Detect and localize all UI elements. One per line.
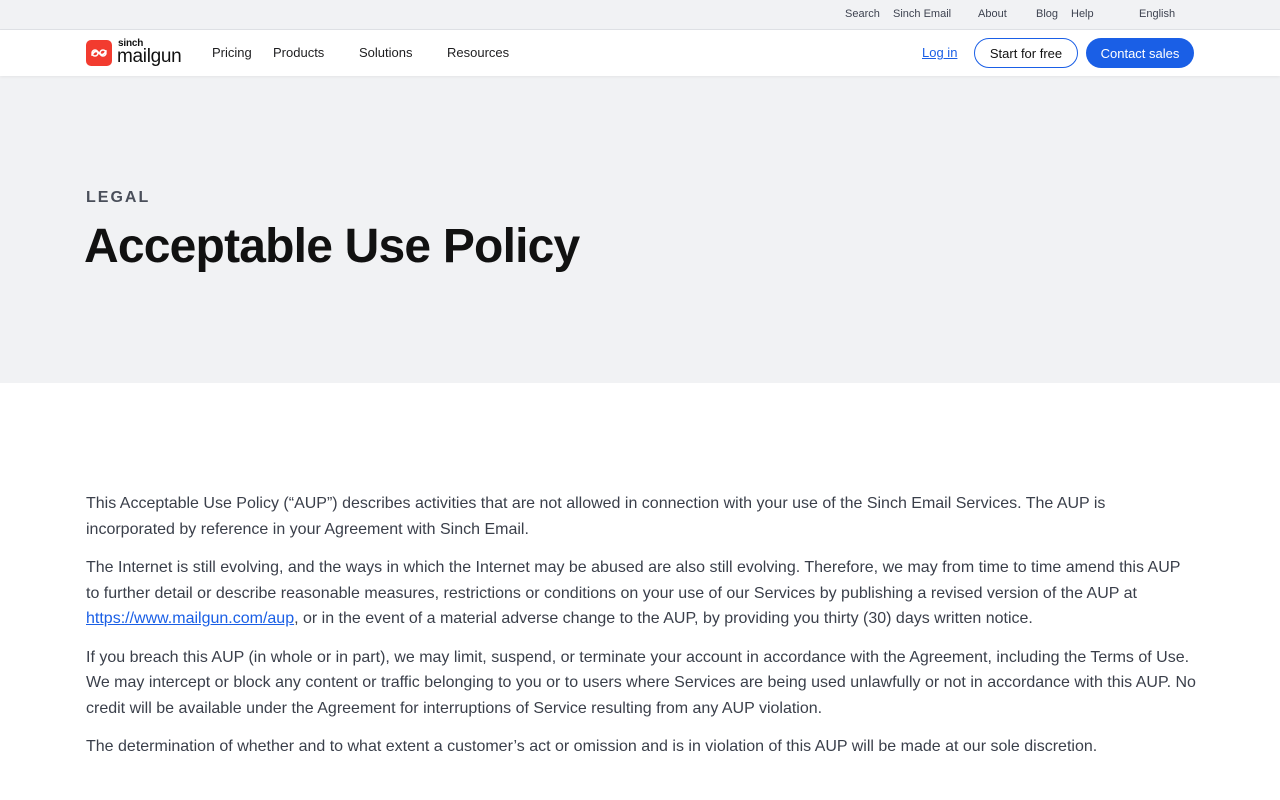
main-nav [0,30,1280,76]
paragraph-breach: If you breach this AUP (in whole or in part), we may limit, suspend, or terminate your account in accordance with the Agreement, including the Terms of Use. We may intercept or block any content or traffic belonging to you or to users where Services are being used unlawfully or not in accordance with this AUP. No credit will be available under the Agreement for interruptions of Service resulting from any AUP violation. [86,648,1196,717]
logo-mailgun-text: mailgun [117,46,182,67]
utility-blog-link[interactable]: Blog [1036,8,1059,20]
nav-resources[interactable]: Resources [447,45,510,60]
policy-content [86,491,1196,773]
paragraph-amendments-text-start: The Internet is still evolving, and the ways in which the Internet may be abused are also still evolving. Therefore, we may from time to time amend this AUP to further detail or describe reasonable measures, restrictions or conditions on your use of our Services by publishing a revised version of the AUP at [86,559,1181,602]
aup-link[interactable]: https://www.mailgun.com/aup [86,610,295,627]
utility-sinch-email-link[interactable]: Sinch Email [893,8,952,20]
hero-section [0,76,1280,383]
utility-search-link[interactable]: Search [845,8,880,20]
paragraph-amendments [86,555,1196,632]
eyebrow-label: LEGAL [86,189,151,206]
paragraph-amendments-text-end: , or in the event of a material adverse change to the AUP, by providing you thirty (30) days written notice. [294,610,1033,627]
utility-bar [0,0,1280,30]
start-for-free-button[interactable]: Start for free [974,38,1078,68]
nav-solutions[interactable]: Solutions [359,45,413,60]
mailgun-logo-icon [86,40,112,66]
paragraph-intro: This Acceptable Use Policy (“AUP”) describes activities that are not allowed in connection with your use of the Sinch Email Services. The AUP is incorporated by reference in your Agreement with Sinch Email. [86,495,1106,538]
language-selector[interactable]: English [1139,8,1176,20]
page-title: Acceptable Use Policy [84,220,580,273]
logo-sinch-text: sinch [118,38,144,49]
nav-pricing[interactable]: Pricing [212,45,252,60]
nav-products[interactable]: Products [273,45,325,60]
contact-sales-button[interactable]: Contact sales [1086,38,1194,68]
utility-about-link[interactable]: About [978,8,1007,20]
utility-help-link[interactable]: Help [1071,8,1094,20]
login-link[interactable]: Log in [922,45,958,60]
mailgun-logo[interactable] [86,39,192,67]
paragraph-determination: The determination of whether and to what extent a customer’s act or omission and is in violation of this AUP will be made at our sole discretion. [86,738,1098,755]
